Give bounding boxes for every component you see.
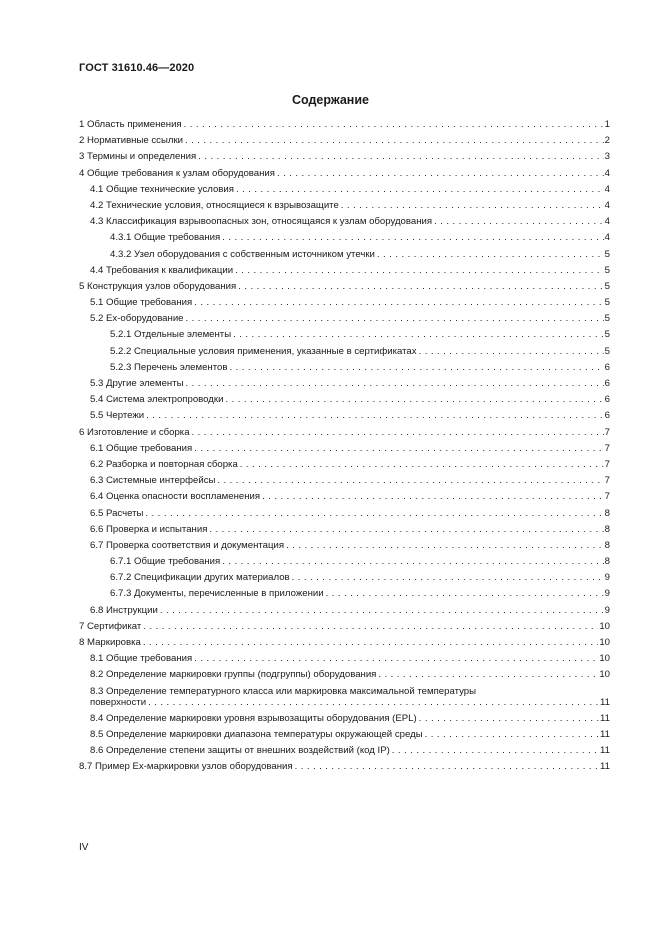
toc-dot-leader	[419, 713, 599, 724]
toc-entry-page: 6	[604, 410, 610, 422]
toc-entry-page: 7	[604, 442, 610, 454]
toc-entry-label: 6.7.3 Документы, перечисленные в приложении	[110, 588, 324, 600]
toc-entry-label: 5.2 Ex-оборудование	[90, 313, 184, 325]
toc-entry[interactable]	[79, 216, 610, 227]
toc-entry-label: 8.3 Определение температурного класса или маркировка максимальной температуры	[90, 685, 477, 697]
toc-entry[interactable]	[79, 119, 610, 130]
toc-dot-leader	[209, 524, 603, 535]
toc-dot-leader	[240, 459, 604, 470]
toc-entry[interactable]	[79, 729, 610, 740]
toc-entry-label: 4.3.1 Общие требования	[110, 232, 221, 244]
toc-entry-page: 6	[604, 361, 610, 373]
toc-entry[interactable]	[79, 378, 610, 389]
toc-title: Содержание	[291, 93, 369, 107]
toc-entry[interactable]	[79, 508, 610, 519]
toc-entry-page: 5	[604, 345, 610, 357]
toc-entry-label: 6.8 Инструкции	[90, 604, 158, 616]
toc-entry-label: 5.2.1 Отдельные элементы	[110, 329, 232, 341]
toc-entry-page: 9	[604, 588, 610, 600]
toc-entry[interactable]	[79, 346, 610, 357]
toc-entry-page: 5	[604, 329, 610, 341]
table-of-contents	[79, 119, 610, 778]
toc-entry-label: 7 Сертификат	[79, 620, 142, 632]
toc-entry[interactable]	[79, 713, 610, 724]
toc-entry-page: 1	[604, 119, 610, 130]
toc-dot-leader	[286, 540, 604, 551]
toc-entry[interactable]	[79, 168, 610, 179]
toc-entry-label: 6.4 Оценка опасности воспламенения	[90, 491, 261, 503]
toc-entry-page: 4	[604, 216, 610, 228]
toc-entry-label: 6.5 Расчеты	[90, 507, 144, 519]
toc-dot-leader	[143, 621, 598, 632]
toc-entry-label: 6.7.2 Спецификации других материалов	[110, 572, 290, 584]
toc-entry-label: 5.3 Другие элементы	[90, 378, 184, 389]
toc-entry-label: 5.2.2 Специальные условия применения, указанные в сертификатах	[110, 345, 417, 357]
toc-entry[interactable]	[79, 232, 610, 243]
toc-dot-leader	[236, 184, 604, 195]
toc-entry-label: 6 Изготовление и сборка	[79, 426, 190, 438]
toc-entry-page: 11	[600, 745, 610, 757]
toc-entry-label: 6.6 Проверка и испытания	[90, 523, 208, 535]
toc-entry[interactable]	[79, 184, 610, 195]
toc-entry[interactable]	[79, 313, 610, 324]
toc-dot-leader	[194, 443, 603, 454]
toc-dot-leader	[378, 669, 598, 680]
toc-entry-page: 7	[604, 491, 610, 503]
toc-dot-leader	[222, 232, 603, 243]
toc-entry[interactable]	[79, 669, 610, 680]
toc-dot-leader	[186, 313, 604, 324]
toc-entry-label: 4.3 Классификация взрывоопасных зон, относящаяся к узлам оборудования	[90, 216, 433, 228]
toc-entry-label-continued: поверхности	[90, 696, 147, 708]
toc-entry-page: 10	[599, 637, 610, 648]
toc-dot-leader	[146, 410, 604, 421]
toc-entry[interactable]	[79, 362, 610, 373]
toc-entry-page: 7	[604, 426, 610, 438]
toc-entry-label: 4.1 Общие технические условия	[90, 183, 234, 195]
toc-entry-page: 6	[604, 378, 610, 389]
toc-entry-page: 11	[600, 761, 610, 773]
toc-entry-label: 8.2 Определение маркировки группы (подгруппы) оборудования	[90, 669, 377, 681]
toc-entry[interactable]	[79, 637, 610, 648]
toc-entry[interactable]	[79, 761, 610, 772]
toc-entry[interactable]	[79, 686, 610, 708]
toc-entry[interactable]	[79, 297, 610, 308]
toc-dot-leader	[262, 491, 604, 502]
toc-dot-leader	[295, 761, 599, 772]
toc-dot-leader	[186, 378, 604, 389]
toc-dot-leader	[148, 697, 599, 708]
toc-entry-page: 10	[599, 653, 610, 665]
toc-entry[interactable]	[79, 249, 610, 260]
toc-entry-page: 10	[599, 669, 610, 681]
toc-entry-page: 2	[604, 135, 610, 147]
toc-entry[interactable]	[79, 410, 610, 421]
toc-entry-label: 6.2 Разборка и повторная сборка	[90, 458, 238, 470]
toc-entry-label: 5.1 Общие требования	[90, 297, 193, 309]
toc-entry-label: 5 Конструкция узлов оборудования	[79, 280, 237, 292]
toc-dot-leader	[145, 508, 603, 519]
toc-entry-page: 4	[604, 183, 610, 195]
toc-entry[interactable]	[79, 572, 610, 583]
doc-code: ГОСТ 31610.46—2020	[79, 62, 195, 74]
toc-entry-page: 10	[599, 620, 610, 632]
page-number: IV	[79, 842, 89, 853]
toc-dot-leader	[277, 168, 604, 179]
toc-entry-label: 8.4 Определение маркировки уровня взрывозащиты оборудования (EPL)	[90, 712, 417, 724]
toc-entry[interactable]	[79, 427, 610, 438]
toc-entry-page: 11	[600, 696, 610, 708]
toc-entry[interactable]	[79, 621, 610, 632]
toc-dot-leader	[194, 653, 598, 664]
toc-dot-leader	[194, 297, 603, 308]
toc-entry-page: 9	[604, 572, 610, 584]
toc-dot-leader	[184, 119, 604, 130]
toc-entry-page: 7	[604, 475, 610, 487]
toc-entry-page: 11	[600, 712, 610, 724]
toc-entry-label: 5.2.3 Перечень элементов	[110, 361, 228, 373]
toc-entry-label: 4.3.2 Узел оборудования с собственным источником утечки	[110, 248, 375, 260]
toc-entry-page: 4	[604, 167, 610, 179]
toc-dot-leader	[198, 151, 603, 162]
toc-entry[interactable]	[79, 588, 610, 599]
toc-entry[interactable]	[79, 745, 610, 756]
toc-dot-leader	[392, 745, 599, 756]
toc-entry-label: 6.7.1 Общие требования	[110, 556, 221, 568]
toc-entry[interactable]	[79, 540, 610, 551]
toc-entry[interactable]	[79, 605, 610, 616]
toc-entry[interactable]	[79, 524, 610, 535]
toc-dot-leader	[235, 265, 604, 276]
toc-entry-page: 5	[604, 248, 610, 260]
toc-entry-page: 4	[604, 232, 610, 244]
toc-entry[interactable]	[79, 135, 610, 146]
toc-entry-label: 6.3 Системные интерфейсы	[90, 475, 216, 487]
toc-entry-page: 7	[604, 458, 610, 470]
toc-entry-label: 1 Область применения	[79, 119, 182, 130]
toc-dot-leader	[185, 135, 604, 146]
toc-entry-page: 11	[600, 728, 610, 740]
toc-entry-label: 4 Общие требования к узлам оборудования	[79, 167, 275, 179]
toc-dot-leader	[233, 329, 604, 340]
toc-entry-label: 8.5 Определение маркировки диапазона температуры окружающей среды	[90, 728, 423, 740]
toc-entry-label: 4.2 Технические условия, относящиеся к взрывозащите	[90, 199, 339, 211]
toc-entry-label: 8.1 Общие требования	[90, 653, 193, 665]
toc-entry-page: 6	[604, 394, 610, 406]
toc-entry[interactable]	[79, 556, 610, 567]
toc-entry-label: 6.7 Проверка соответствия и документация	[90, 539, 285, 551]
toc-dot-leader	[419, 346, 604, 357]
toc-dot-leader	[434, 216, 604, 227]
toc-entry-page: 3	[604, 151, 610, 163]
toc-dot-leader	[238, 281, 603, 292]
toc-entry-label: 3 Термины и определения	[79, 151, 197, 163]
toc-dot-leader	[377, 249, 604, 260]
toc-dot-leader	[292, 572, 604, 583]
toc-entry[interactable]	[79, 151, 610, 162]
toc-entry-page: 5	[604, 297, 610, 309]
toc-dot-leader	[341, 200, 604, 211]
toc-entry-label: 8 Маркировка	[79, 637, 141, 648]
toc-dot-leader	[222, 556, 603, 567]
toc-entry-label: 8.7 Пример Ex-маркировки узлов оборудования	[79, 761, 293, 773]
toc-entry[interactable]	[79, 394, 610, 405]
toc-entry[interactable]	[79, 459, 610, 470]
toc-dot-leader	[225, 394, 603, 405]
toc-entry-page: 8	[604, 523, 610, 535]
toc-entry-label: 2 Нормативные ссылки	[79, 135, 184, 147]
toc-entry[interactable]	[79, 491, 610, 502]
toc-entry-page: 8	[604, 556, 610, 568]
toc-entry-page: 8	[604, 539, 610, 551]
toc-dot-leader	[143, 637, 598, 648]
toc-entry-page: 5	[604, 313, 610, 325]
toc-entry-label: 6.1 Общие требования	[90, 442, 193, 454]
toc-entry-page: 9	[604, 604, 610, 616]
toc-dot-leader	[425, 729, 599, 740]
toc-dot-leader	[217, 475, 603, 486]
toc-entry[interactable]	[79, 265, 610, 276]
toc-entry[interactable]	[79, 475, 610, 486]
toc-entry[interactable]	[79, 200, 610, 211]
toc-entry-page: 5	[604, 264, 610, 276]
toc-entry[interactable]	[79, 281, 610, 292]
toc-entry-label: 5.5 Чертежи	[90, 410, 145, 422]
toc-dot-leader	[160, 605, 604, 616]
toc-entry-page: 8	[604, 507, 610, 519]
toc-dot-leader	[192, 427, 604, 438]
toc-dot-leader	[229, 362, 603, 373]
toc-entry-label: 5.4 Система электропроводки	[90, 394, 224, 406]
toc-dot-leader	[326, 588, 604, 599]
toc-entry[interactable]	[79, 329, 610, 340]
toc-entry[interactable]	[79, 653, 610, 664]
toc-entry-label: 8.6 Определение степени защиты от внешних воздействий (код IP)	[90, 745, 390, 757]
toc-entry[interactable]	[79, 443, 610, 454]
toc-entry-label: 4.4 Требования к квалификации	[90, 264, 234, 276]
toc-entry-page: 4	[604, 199, 610, 211]
toc-entry-page: 5	[604, 280, 610, 292]
